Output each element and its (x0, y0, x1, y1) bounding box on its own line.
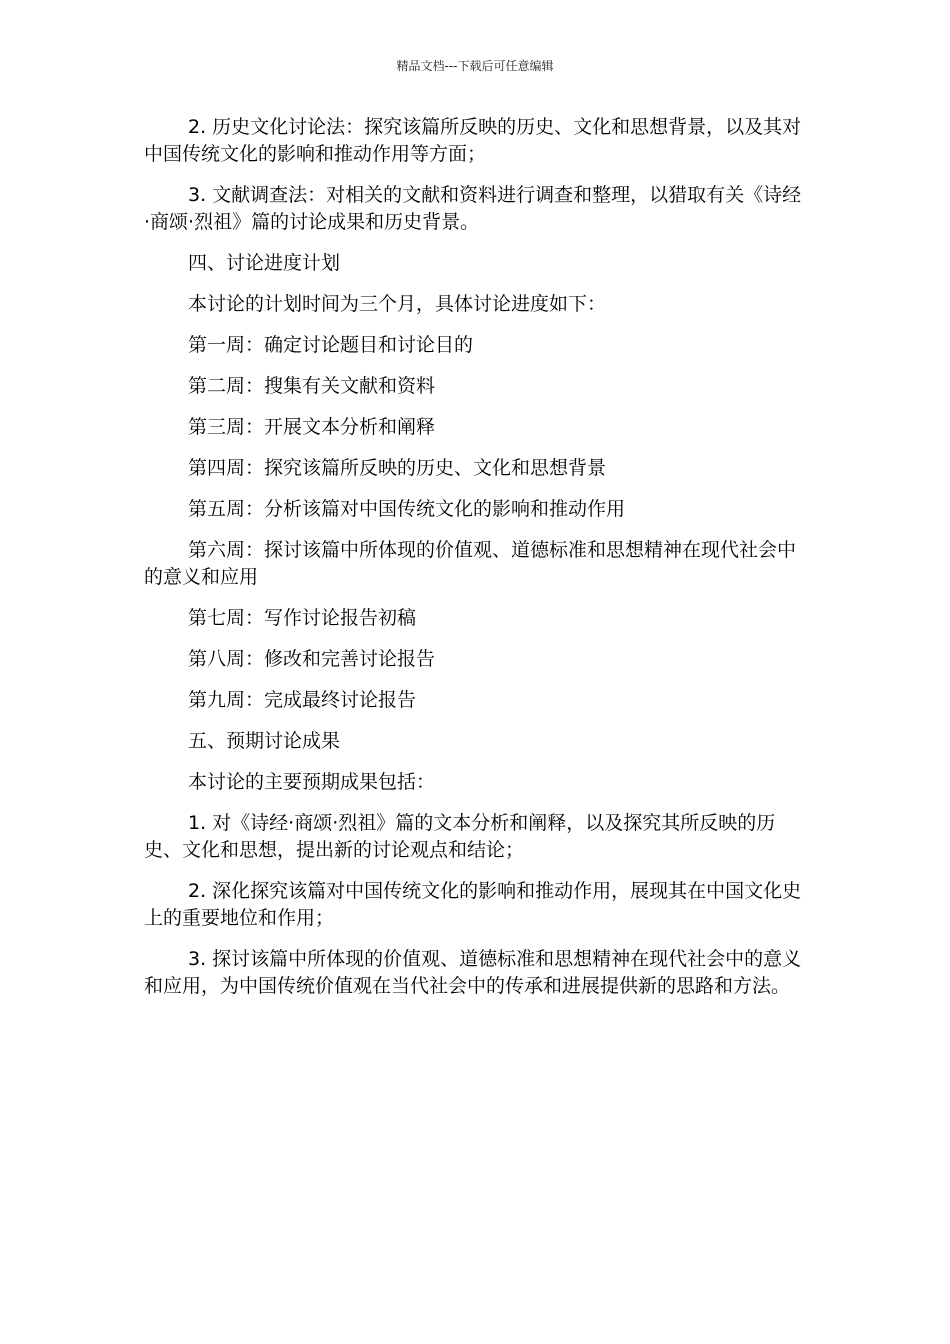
section-heading-schedule: 四、讨论进度计划 (188, 252, 341, 274)
paragraph-method-3: 3. 文献调查法：对相关的文献和资料进行调查和整理，以猎取有关《诗经·商颂·烈祖》篇的讨论成果和历史背景。 (144, 184, 802, 233)
outcome-item-2: 2. 深化探究该篇对中国传统文化的影响和推动作用，展现其在中国文化史上的重要地位和作用； (144, 880, 802, 929)
schedule-week-7: 第七周：写作讨论报告初稿 (188, 607, 417, 629)
paragraph-schedule-intro: 本讨论的计划时间为三个月，具体讨论进度如下： (188, 293, 607, 315)
schedule-week-3: 第三周：开展文本分析和阐释 (188, 416, 436, 438)
schedule-week-2: 第二周：搜集有关文献和资料 (188, 375, 436, 397)
paragraph-method-2: 2. 历史文化讨论法：探究该篇所反映的历史、文化和思想背景，以及其对中国传统文化的影响和推动作用等方面； (144, 116, 802, 165)
schedule-week-6: 第六周：探讨该篇中所体现的价值观、道德标准和思想精神在现代社会中的意义和应用 (144, 539, 797, 588)
schedule-week-9: 第九周：完成最终讨论报告 (188, 689, 417, 711)
schedule-week-1: 第一周：确定讨论题目和讨论目的 (188, 334, 474, 356)
outcome-item-1: 1. 对《诗经·商颂·烈祖》篇的文本分析和阐释，以及探究其所反映的历史、文化和思想，提出新的讨论观点和结论； (144, 812, 776, 861)
outcome-item-3: 3. 探讨该篇中所体现的价值观、道德标准和思想精神在现代社会中的意义和应用，为中国传统价值观在当代社会中的传承和进展提供新的思路和方法。 (144, 948, 802, 997)
paragraph-outcomes-intro: 本讨论的主要预期成果包括： (188, 771, 436, 793)
schedule-week-5: 第五周：分析该篇对中国传统文化的影响和推动作用 (188, 498, 626, 520)
schedule-week-8: 第八周：修改和完善讨论报告 (188, 648, 436, 670)
page-header: 精品文档---下载后可任意编辑 (396, 59, 554, 73)
schedule-week-4: 第四周：探究该篇所反映的历史、文化和思想背景 (188, 457, 607, 479)
section-heading-outcomes: 五、预期讨论成果 (188, 730, 341, 752)
document-body (144, 114, 804, 1014)
